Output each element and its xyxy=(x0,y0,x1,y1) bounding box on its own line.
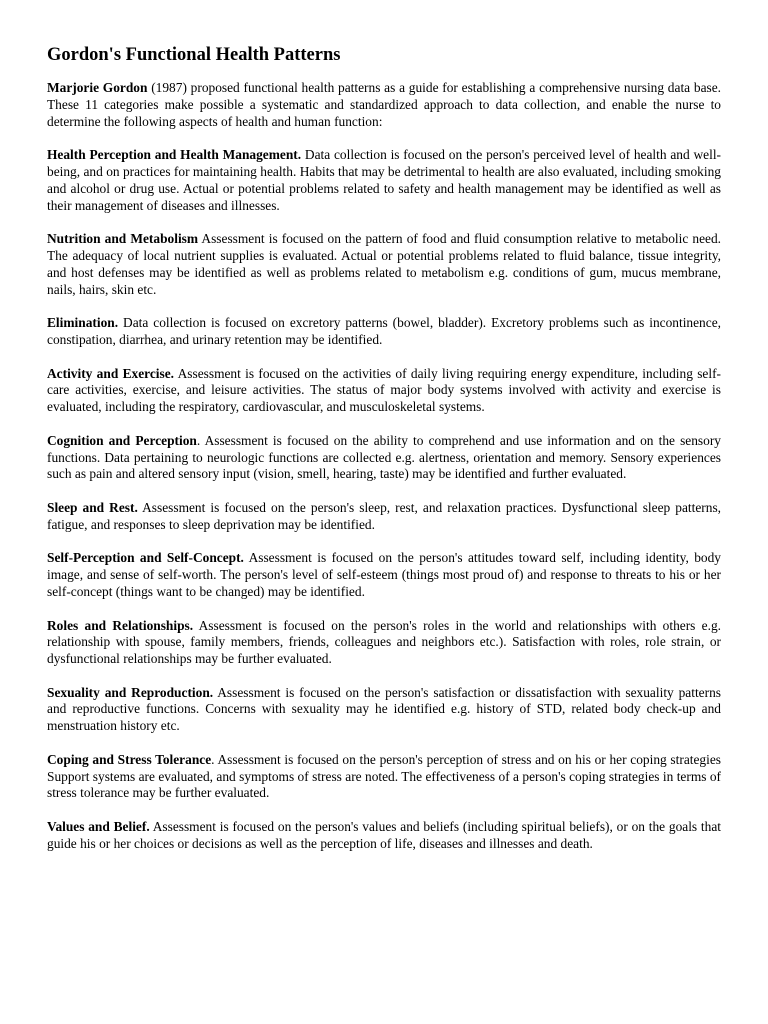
pattern-paragraph-cognition xyxy=(47,433,721,483)
pattern-term: Activity and Exercise. xyxy=(47,365,175,381)
pattern-text: . Assessment is focused on the person's perception of stress and on his or her coping strategies Support systems are evaluated, and symptoms of stress are noted. The effectiveness of a person's coping strategies in terms of stress tolerance may be further evaluated. xyxy=(47,751,721,801)
pattern-text: Data collection is focused on excretory patterns (bowel, bladder). Excretory problems such as incontinence, constipation, diarrhea, and urinary retention may be identified. xyxy=(47,315,721,347)
pattern-paragraph-roles xyxy=(47,618,721,668)
document-title: Gordon's Functional Health Patterns xyxy=(47,45,341,65)
pattern-text: Assessment is focused on the person's values and beliefs (including spiritual beliefs), or on the goals that guide his or her choices or decisions as well as the perception of life, diseases and illnesses and death. xyxy=(47,819,722,851)
pattern-text: Assessment is focused on the person's roles in the world and relationships with others e.g. relationship with spouse, family members, friends, colleagues and neighbors etc.). Satisfaction with roles, role strain, or dysfunctional relationships may be further evaluated. xyxy=(47,617,721,667)
pattern-term: Health Perception and Health Management. xyxy=(47,147,302,163)
pattern-term: Cognition and Perception xyxy=(47,432,197,448)
document-page xyxy=(47,44,721,869)
pattern-text: Assessment is focused on the person's satisfaction or dissatisfaction with sexuality patterns and reproductive functions. Concerns with sexuality may he identified e.g. history of STD, related body check-up and menstruation history etc. xyxy=(47,684,721,734)
pattern-term: Roles and Relationships. xyxy=(47,617,194,633)
pattern-paragraph-elimination xyxy=(47,315,721,349)
pattern-paragraph-sexuality xyxy=(47,685,721,735)
pattern-paragraph-activity xyxy=(47,366,721,416)
pattern-term: Coping and Stress Tolerance xyxy=(47,751,212,767)
pattern-term: Elimination. xyxy=(47,315,119,331)
pattern-term: Values and Belief. xyxy=(47,819,150,835)
pattern-text: Assessment is focused on the pattern of food and fluid consumption relative to metabolic need. The adequacy of local nutrient supplies is evaluated. Actual or potential problems related to fluid balance, tissue integrity, and host defenses may be identified as well as problems related to metabolism e.g. conditions of gum, mucus membrane, nails, hairs, skin etc. xyxy=(47,231,721,297)
pattern-text: Assessment is focused on the activities of daily living requiring energy expenditure, including self-care activities, exercise, and leisure activities. The status of major body systems involved with activity and exercise is evaluated, including the respiratory, cardiovascular, and musculoskeletal systems. xyxy=(47,365,721,415)
pattern-text: . Assessment is focused on the ability to comprehend and use information and on the sensory functions. Data pertaining to neurologic functions are collected e.g. alertness, orientation and memory. Sensory experiences such as pain and altered sensory input (vision, smell, hearing, taste) may be identified and further evaluated. xyxy=(47,432,721,482)
pattern-paragraph-health-perception xyxy=(47,147,721,214)
pattern-paragraph-values xyxy=(47,819,721,853)
pattern-term: Nutrition and Metabolism xyxy=(47,231,199,247)
pattern-term: Self-Perception and Self-Concept. xyxy=(47,550,244,566)
pattern-paragraph-self-perception xyxy=(47,550,721,600)
pattern-term: Sleep and Rest. xyxy=(47,499,138,515)
pattern-paragraph-sleep xyxy=(47,500,721,534)
intro-lead: Marjorie Gordon xyxy=(47,80,148,95)
intro-text: (1987) proposed functional health patterns as a guide for establishing a comprehensive nursing data base. These 11 categories make possible a systematic and standardized approach to data collection, and enable the nurse to determine the following aspects of health and human function: xyxy=(47,80,722,129)
pattern-term: Sexuality and Reproduction. xyxy=(47,684,214,700)
pattern-text: Data collection is focused on the person's perceived level of health and well-being, and on practices for maintaining health. Habits that may be detrimental to health are also evaluated, including smoking and alcohol or drug use. Actual or potential problems related to safety and health management may be identified as well as their management of diseases and illnesses. xyxy=(47,147,722,213)
pattern-text: Assessment is focused on the person's sleep, rest, and relaxation practices. Dysfunctional sleep patterns, fatigue, and responses to sleep deprivation may be identified. xyxy=(47,499,721,532)
pattern-paragraph-coping xyxy=(47,752,721,802)
pattern-paragraph-nutrition xyxy=(47,231,721,298)
pattern-text: Assessment is focused on the person's attitudes toward self, including identity, body image, and sense of self-worth. The person's level of self-esteem (things most proud of) and response to threats to his or her self-concept (things want to be changed) may be identified. xyxy=(47,550,721,599)
intro-paragraph xyxy=(47,80,721,130)
